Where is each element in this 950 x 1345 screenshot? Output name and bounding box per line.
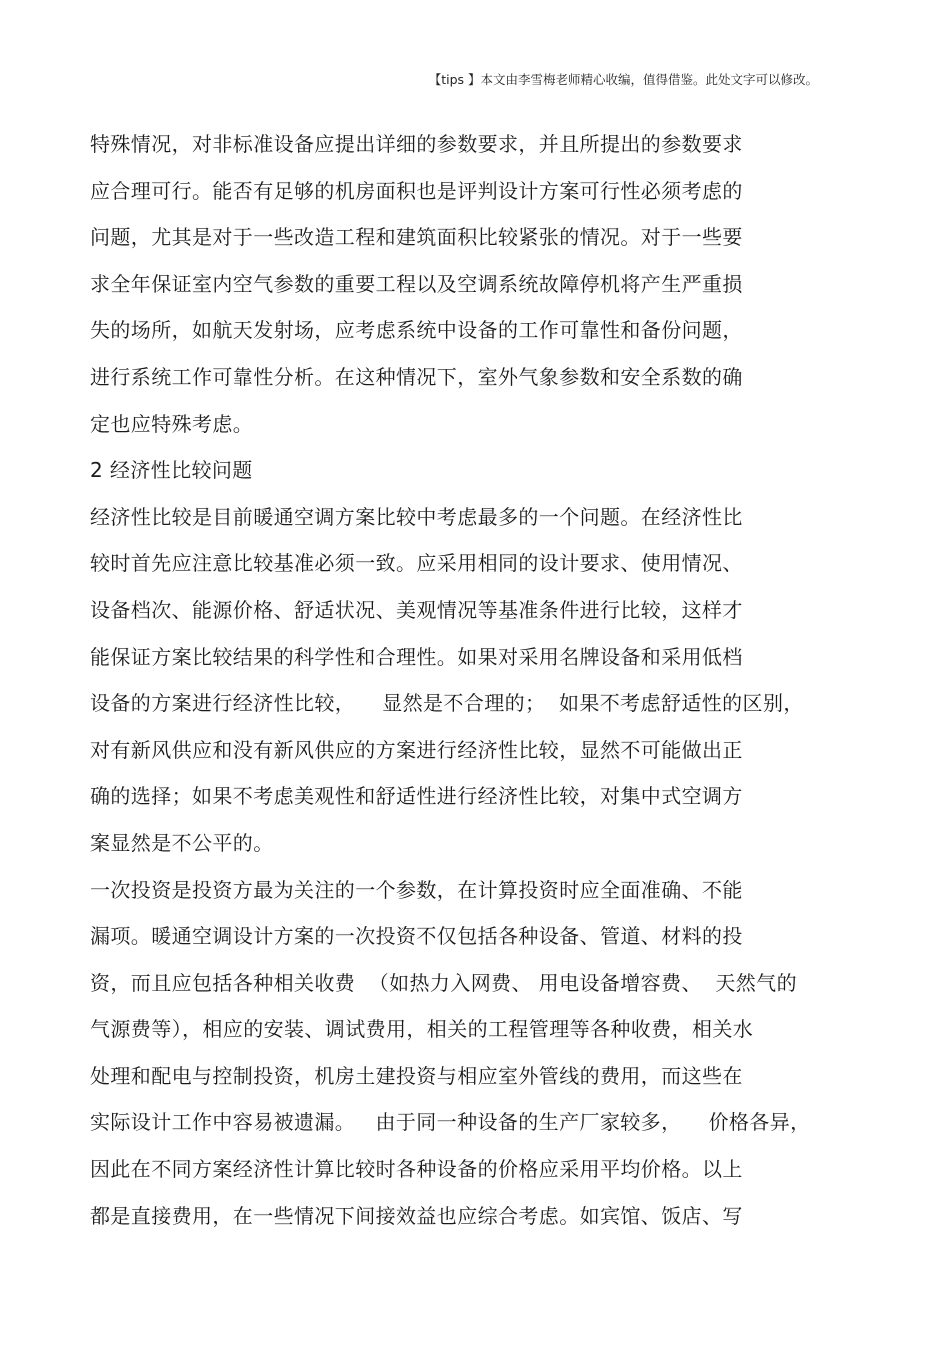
- text-line: 都是直接费用，在一些情况下间接效益也应综合考虑。如宾馆、饭店、写: [90, 1203, 743, 1228]
- section-heading: 2 经济性比较问题: [90, 458, 253, 483]
- text-line: 经济性比较是目前暖通空调方案比较中考虑最多的一个问题。在经济性比: [90, 504, 743, 529]
- text-line: 资，而且应包括各种相关收费 （如热力入网费、 用电设备增容费、 天然气的: [90, 970, 797, 995]
- text-line: 失的场所，如航天发射场，应考虑系统中设备的工作可靠性和备份问题，: [90, 318, 743, 343]
- text-line: 处理和配电与控制投资，机房土建投资与相应室外管线的费用，而这些在: [90, 1063, 743, 1088]
- text-line: 确的选择；如果不考虑美观性和舒适性进行经济性比较，对集中式空调方: [90, 784, 743, 809]
- text-line: 问题，尤其是对于一些改造工程和建筑面积比较紧张的情况。对于一些要: [90, 225, 743, 250]
- text-line: 特殊情况，对非标准设备应提出详细的参数要求，并且所提出的参数要求: [90, 132, 743, 156]
- header-note: 【tips 】本文由李雪梅老师精心收编，值得借鉴。此处文字可以修改。: [428, 72, 818, 87]
- text-line: 案显然是不公平的。: [90, 830, 274, 855]
- text-line: 较时首先应注意比较基准必须一致。应采用相同的设计要求、使用情况、: [90, 551, 743, 576]
- text-line: 应合理可行。能否有足够的机房面积也是评判设计方案可行性必须考虑的: [90, 178, 743, 203]
- text-line: 对有新风供应和没有新风供应的方案进行经济性比较，显然不可能做出正: [90, 737, 743, 762]
- text-line: 漏项。暖通空调设计方案的一次投资不仅包括各种设备、管道、材料的投: [90, 924, 743, 949]
- text-line: 设备的方案进行经济性比较， 显然是不合理的； 如果不考虑舒适性的区别，: [90, 691, 804, 716]
- text-line: 一次投资是投资方最为关注的一个参数，在计算投资时应全面准确、不能: [90, 877, 743, 902]
- document-body: [90, 128, 870, 1246]
- text-line: 实际设计工作中容易被遗漏。 由于同一种设备的生产厂家较多， 价格各异，: [90, 1110, 811, 1135]
- text-line: 设备档次、能源价格、舒适状况、美观情况等基准条件进行比较，这样才: [90, 597, 743, 622]
- text-line: 定也应特殊考虑。: [90, 411, 254, 436]
- text-line: 求全年保证室内空气参数的重要工程以及空调系统故障停机将产生严重损: [90, 271, 743, 296]
- text-line: 能保证方案比较结果的科学性和合理性。如果对采用名牌设备和采用低档: [90, 644, 743, 669]
- text-line: 气源费等），相应的安装、调试费用，相关的工程管理等各种收费，相关水: [90, 1017, 754, 1042]
- text-line: 因此在不同方案经济性计算比较时各种设备的价格应采用平均价格。以上: [90, 1157, 743, 1182]
- text-line: 进行系统工作可靠性分析。在这种情况下，室外气象参数和安全系数的确: [90, 364, 743, 389]
